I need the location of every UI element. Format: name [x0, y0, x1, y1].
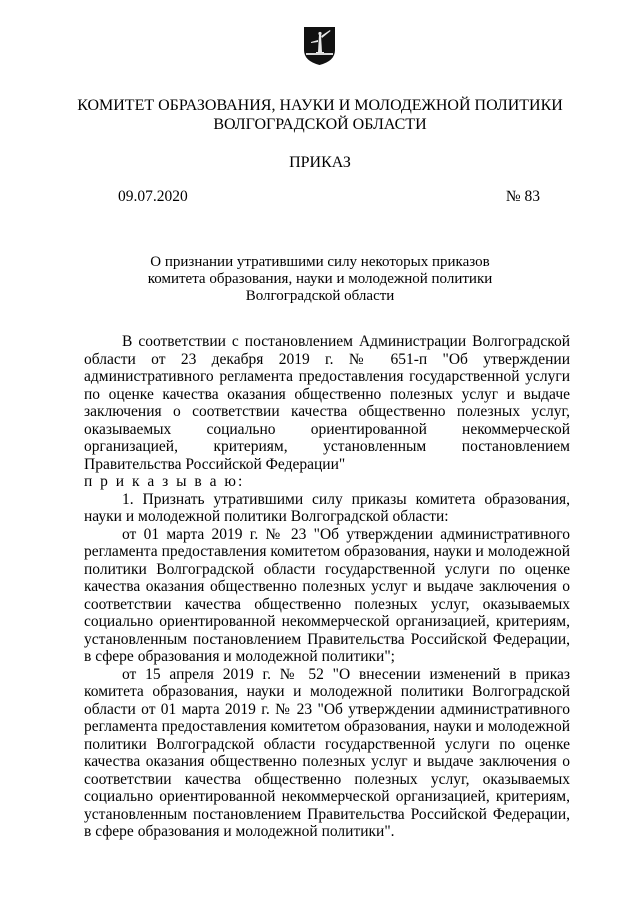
subject-line-3: Волгоградской области — [245, 288, 395, 304]
repealed-order-1: от 01 марта 2019 г. № 23 "Об утверждении административного регламента предоставления комитетом образования, науки и молодежной политики Волгоградской области государственной услуги по оценке качества оказания общественно полезных услуг и выдаче заключения о соответствии качества общественно полезных услуг, оказываемых социально ориентированной некоммерческой организацией, критериям, установленным постановлением Правительства Российской Федерации, в сфере образования и молодежной политики"; — [84, 525, 570, 665]
item-1-paragraph: 1. Признать утратившими силу приказы комитета образования, науки и молодежной политики Волгоградской области: — [84, 490, 570, 525]
subject-line-2: комитета образования, науки и молодежной политики — [147, 271, 493, 287]
issuing-authority — [60, 96, 580, 134]
document-subject — [120, 254, 520, 305]
document-type: ПРИКАЗ — [289, 154, 351, 171]
order-word: п р и к а з ы в а ю: — [84, 473, 245, 490]
repealed-order-2: от 15 апреля 2019 г. № 52 "О внесении изменений в приказ комитета образования, науки и молодежной политики Волгоградской области от 01 марта 2019 г. № 23 "Об утверждении административного регламента предоставления комитетом образования, науки и молодежной политики Волгоградской области государственной услуги по оценке качества оказания общественно полезных услуг и выдаче заключения о соответствии качества общественно полезных услуг, оказываемых социально ориентированной некоммерческой организацией, критериям, установленным постановлением Правительства Российской Федерации, в сфере образования и молодежной политики". — [84, 665, 570, 840]
preamble-paragraph: В соответствии с постановлением Администрации Волгоградской области от 23 декабря 2019 г. № 651-п "Об утверждении административного регламента предоставления государственной услуги по оценке качества оказания общественно полезных услуг и выдаче заключения о соответствии качества общественно полезных услуг, оказываемых социально ориентированной некоммерческой организацией, критериям, установленным постановлением Правительства Российской Федерации" — [84, 333, 570, 473]
subject-line-1: О признании утратившими силу некоторых приказов — [150, 254, 490, 270]
authority-line-1: КОМИТЕТ ОБРАЗОВАНИЯ, НАУКИ И МОЛОДЕЖНОЙ ПОЛИТИКИ — [77, 97, 563, 114]
coat-of-arms-icon — [303, 26, 336, 66]
authority-line-2: ВОЛГОГРАДСКОЙ ОБЛАСТИ — [213, 116, 427, 133]
document-body — [84, 333, 570, 841]
document-date: 09.07.2020 — [118, 188, 188, 205]
document-number: № 83 — [505, 188, 540, 205]
